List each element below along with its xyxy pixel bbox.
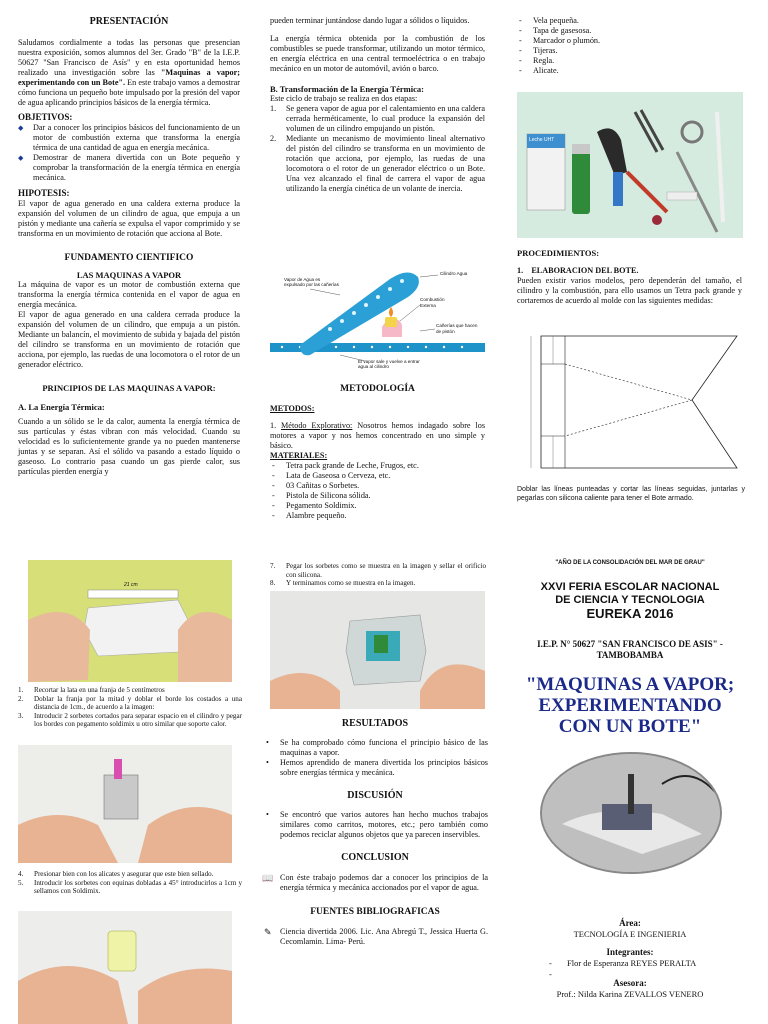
metodo-num: 1.	[270, 420, 282, 430]
integrantes-label: Integrantes:	[606, 947, 654, 958]
list-item: - Pistola de Silicona sólida.	[270, 491, 485, 501]
feria-line-2: DE CIENCIA Y TECNOLOGIA	[555, 593, 705, 606]
energia-termica-title: A. La Energía Térmica:	[18, 402, 105, 413]
fuentes-text: ✎ Ciencia divertida 2006. Lic. Ana Abregú T., Jessica Huerta G. Cecomlamin. Lima- Perú.	[264, 927, 488, 947]
pencil-icon: ✎	[264, 927, 272, 938]
list-item: 5. Introducir los sorbetes con equinas dobladas a 45° introducirlos a 1cm y sellamos con Soldimix.	[18, 878, 242, 895]
feria-title	[515, 581, 745, 621]
milk-carton-label: Leche UHT	[529, 137, 555, 143]
project-title-line-1: "MAQUINAS A VAPOR;	[525, 673, 735, 695]
asesora-value: Prof.: Nilda Karina ZEVALLOS VENERO	[556, 988, 704, 999]
presentacion-text-a: Saludamos cordialmente a todas las personas que presencian nuestra exposición, somos alumnos del 3er. Grado "B" de la I.E.P. 50627 "San Francisco de Asís" y en esta oportunidad hemos realizado una investigación sobre las	[18, 38, 240, 78]
list-item: - Pegamento Soldimix.	[270, 501, 485, 511]
materiales-list-2	[517, 16, 742, 76]
list-item: 3. Introducir 2 sorbetes cortados para separar espacio en el cilindro y pegar los bordes con pegamento soldimix u otro similar que soporte calor.	[18, 711, 242, 728]
discusion-title: DISCUSIÓN	[347, 790, 403, 802]
diagram-label-vapor: Vapor de Agua es expulsado por las cañerías	[284, 277, 339, 288]
materials-photo	[517, 92, 743, 238]
maquinas-title: LAS MAQUINAS A VAPOR	[76, 269, 182, 280]
column-procedimientos	[517, 248, 742, 306]
list-item: - Alicate.	[517, 66, 742, 76]
list-item: - Tetra pack grande de Leche, Frugos, etc.	[270, 461, 485, 471]
list-item: - Flor de Esperanza REYES PERALTA	[549, 958, 697, 969]
hipotesis-title: HIPOTESIS:	[18, 188, 70, 199]
list-item: ◆ Dar a conocer los principios básicos del funcionamiento de un motor de combustión externa que transforma la energía térmica de una cantidad de agua en energía mecánica.	[18, 123, 240, 153]
procedimientos-title: PROCEDIMIENTOS:	[517, 248, 600, 258]
column-presentacion	[18, 16, 240, 477]
list-item: 4. Presionar bien con los alicates y asegurar que este bien sellado.	[18, 870, 214, 878]
objetivos-list	[18, 123, 240, 183]
presentacion-text	[18, 38, 240, 108]
presentacion-text-bold: "Maquinas a vapor; experimentando con un Bote".	[18, 68, 240, 88]
list-item: - Vela pequeña.	[517, 16, 742, 26]
conclusion-text: 📖 Con éste trabajo podemos dar a conocer los principios de la energía térmica y mecánica accionados por el vapor de agua.	[262, 872, 488, 892]
list-item: - 03 Cañitas o Sorbetes.	[270, 481, 485, 491]
list-item: - Alambre pequeño.	[270, 511, 485, 521]
column-transformacion	[270, 16, 485, 194]
project-title-line-2: EXPERIMENTANDO	[538, 695, 722, 717]
finished-boat-photo	[270, 591, 485, 709]
etapas-list	[270, 104, 485, 194]
asesora-label: Asesora:	[613, 977, 647, 988]
diagram-label-entra: El vapor sale y vuelve a entrar agua al cilindro	[358, 359, 420, 370]
list-item: • Se ha comprobado cómo funciona el principio básico de las maquinas a vapor.	[262, 738, 488, 758]
project-title-line-3: CON UN BOTE"	[558, 716, 702, 738]
transformacion-title: B. Transformación de la Energía Térmica:	[270, 84, 424, 94]
energia-termica-text: Cuando a un sólido se le da calor, aumenta la energía térmica de sus partículas y éstas vibran con más velocidad. Cuando su velocidad es lo suficientemente grande ya no pueden mantenerse juntas y se separan. Así el sólido va pasando a estado líquido o gaseoso. Lo contrario pasa cuando un gas pierde calor, sus partículas pierden energía y	[18, 416, 240, 476]
transformacion-intro: Este ciclo de trabajo se realiza en dos etapas:	[270, 94, 418, 104]
area-label: Área:	[619, 918, 641, 928]
steps-1-3	[18, 686, 242, 729]
materiales-title: MATERIALES:	[270, 450, 328, 460]
metodo-text	[270, 421, 485, 451]
continuation-text: pueden terminar juntándose dando lugar a sólidos o líquidos.	[270, 16, 470, 25]
boat-mold-template	[517, 330, 745, 475]
integrantes-list: - Flor de Esperanza REYES PERALTA -	[515, 958, 745, 968]
list-item: - Regla.	[517, 56, 742, 66]
hipotesis-text: El vapor de agua generado en una caldera externa produce la expansión del volumen de un cilindro de agua, que empuja a un pistón y mediante una cañería se expulsa el vapor comprimido y se transforma en un movimiento de rotación que acciona al Bote.	[18, 199, 240, 239]
school-line-1: I.E.P. N° 50627 "SAN FRANCISCO DE ASIS" -	[537, 638, 723, 649]
can-strip-photo	[18, 745, 232, 863]
boat-oval-photo	[540, 752, 722, 874]
diagram-label-cilindro: Cilindro Agua	[440, 271, 468, 276]
materiales-list	[270, 461, 485, 521]
metodologia-title: METODOLOGÍA	[340, 384, 415, 394]
objetivos-title: OBJETIVOS:	[18, 112, 73, 123]
list-item: - Marcador o plumón.	[517, 36, 742, 46]
molde-caption: Doblar las líneas punteadas y cortar las líneas seguidas, juntarlas y pegarlas con silicona caliente para tener el Bote armado.	[517, 486, 745, 502]
column-materiales-cont	[517, 16, 742, 76]
cut-tetrapack-photo	[28, 560, 232, 682]
list-item: - Tijeras.	[517, 46, 742, 56]
list-item: 1. Recortar la lata en una franja de 5 centímetros	[18, 686, 165, 694]
principios-title: PRINCIPIOS DE LAS MAQUINAS A VAPOR:	[42, 383, 216, 394]
maquinas-text: La máquina de vapor es un motor de combustión externa que transforma la energía térmica contenida en el vapor de agua en energía mecánica.	[18, 280, 240, 310]
school-line-2: TAMBOBAMBA	[596, 650, 664, 661]
elaboracion-title: 1. ELABORACION DEL BOTE.	[517, 266, 639, 276]
metodo-name: Método Explorativo:	[281, 420, 353, 430]
maquinas-text-2: El vapor de agua generado en una caldera cerrada produce la expansión del volumen de un cilindro, que empuja a un pistón. Mediante un balancín, el movimiento de subida y bajada del pistón del cilindro se transforma en un movimiento de rotación que acciona, por ejemplo, las ruedas de una locomotora o el rotor de un generador eléctrico.	[18, 310, 240, 370]
steps-7-8	[270, 562, 486, 588]
list-item: • Hemos aprendido de manera divertida los principios básicos sobre energías térmica y mecánica.	[262, 758, 488, 778]
list-item: 8. Y terminamos como se muestra en la imagen.	[270, 579, 416, 587]
straws-photo	[18, 911, 232, 1024]
list-item: 2. Doblar la franja por la mitad y doblar el borde los costados a una distancia de 1cm., de acuerdo a la imagen:	[18, 694, 242, 711]
school-name	[515, 639, 745, 662]
energia-obtenida-text: La energía térmica obtenida por la combustión de los combustibles se puede transformar, utilizando un motor térmico, en energía eléctrica en una central termoeléctrica o en trabajo mecánico en un motor de automóvil, avión o barco.	[270, 34, 485, 73]
presentacion-text-b: En este trabajo vamos a demostrar cómo funciona un pequeño bote impulsado por la presión del vapor de agua aplicando principios básicos de la energía térmica.	[18, 78, 240, 108]
resultados-list	[262, 738, 488, 778]
resultados-title: RESULTADOS	[341, 718, 409, 729]
diagram-label-combustion: Combustión Externa	[420, 297, 445, 308]
discusion-list	[262, 810, 488, 840]
list-item: ◆ Demostrar de manera divertida con un Bote pequeño y comprobar la transformación de la energía térmica en energía mecánica.	[18, 153, 240, 183]
column-metodologia	[270, 384, 485, 521]
mold-svg	[517, 330, 745, 475]
elaboracion-text: Pueden existir varios modelos, pero dependerán del tamaño, el cilindro y la combustión, para ello usamos un Tetra pack grande y cortaremos de acuerdo al molde con las siguientes medidas:	[517, 276, 742, 306]
presentacion-title: PRESENTACIÓN	[89, 16, 169, 27]
list-item: • Se encontró que varios autores han hecho muchos trabajos similares como carritos, motores, etc.; pero también como podemos reciclar algunos objetos que ya parecen inservibles.	[262, 810, 488, 840]
list-item: - Tapa de gasesosa.	[517, 26, 742, 36]
fundamento-title: FUNDAMENTO CIENTIFICO	[64, 253, 194, 264]
diagram-label-canerias: Cañerías que hacen de pistón	[436, 323, 478, 334]
project-title	[515, 674, 745, 738]
metodos-title: METODOS:	[270, 403, 315, 413]
steam-cylinder-diagram	[270, 259, 485, 374]
cover-info	[515, 918, 745, 999]
list-item: 1. Se genera vapor de agua por el calentamiento en una caldera cerrada herméticamente, lo cual produce la expansión del volumen de un cilindro empujando un pistón.	[270, 104, 485, 134]
conclusion-title: CONCLUSION	[341, 852, 409, 864]
list-item: - Lata de Gaseosa o Cerveza, etc.	[270, 471, 485, 481]
year-motto: "AÑO DE LA CONSOLIDACIÓN DEL MAR DE GRAU"	[555, 560, 705, 566]
list-item: 2. Mediante un mecanismo de movimiento lineal alternativo del pistón del cilindro se transforma en un movimiento de rotación que acciona, por ejemplo, las ruedas de una locomotora o el rotor de un generador eléctrico o un Bote. Una vez alcanzado el final de carrera el vapor de agua utilizando la energía cinética de un volante de inercia.	[270, 134, 485, 194]
feria-line-1: XXVI FERIA ESCOLAR NACIONAL	[540, 581, 720, 594]
column-molde-caption	[517, 486, 745, 504]
metodo-description: Nosotros hemos indagado sobre los motores a vapor y nos hemos concentrado en uno simple y básico.	[270, 420, 486, 450]
fuentes-title: FUENTES BIBLIOGRAFICAS	[310, 906, 440, 917]
column-resultados	[262, 718, 488, 947]
cover-panel	[515, 560, 745, 738]
feria-line-3: EUREKA 2016	[586, 605, 674, 621]
ruler-label: 21 cm	[124, 582, 138, 588]
area-value: TECNOLOGÍA E INGENIERIA	[573, 928, 687, 939]
list-item: 7. Pegar los sorbetes como se muestra en la imagen y sellar el orificio con silicona.	[270, 562, 486, 579]
steps-4-5	[18, 870, 242, 896]
book-icon: 📖	[262, 872, 274, 883]
